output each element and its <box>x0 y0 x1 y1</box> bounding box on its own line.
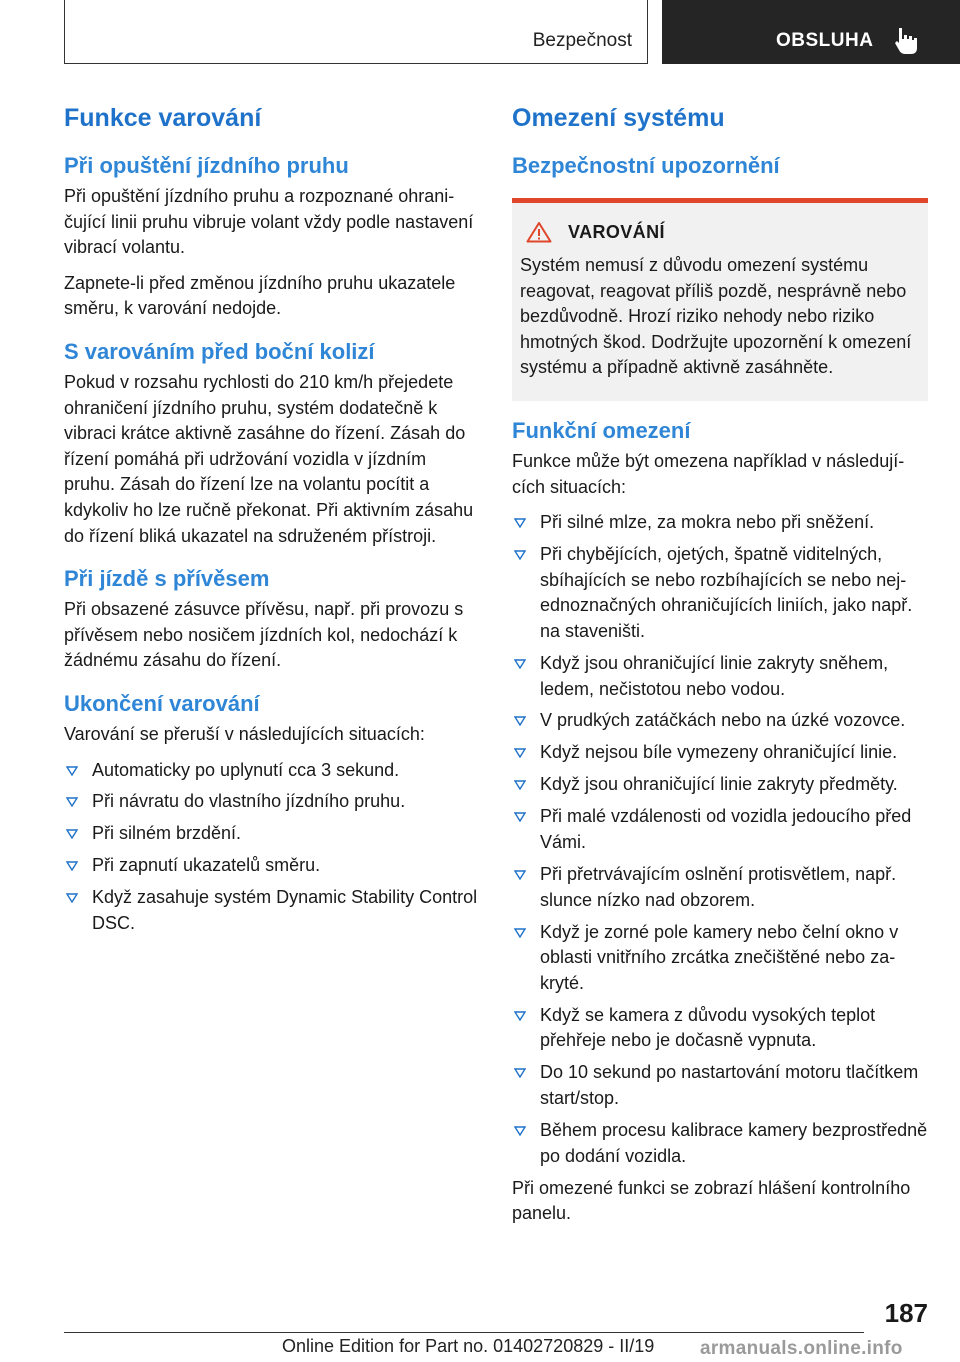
paragraph: Zapnete-li před změnou jízdního pruhu ukazatele směru, k varování nedojde. <box>64 272 456 319</box>
bullet-triangle-icon <box>66 766 78 776</box>
bullet-triangle-icon <box>514 659 526 669</box>
warning-header <box>526 217 920 247</box>
bullet-triangle-icon <box>66 893 78 903</box>
section-title-system-limits: Omezení systému <box>512 104 725 132</box>
list-item <box>64 885 480 936</box>
list-item-text: Při chybějících, ojetých, špatně viditelných, sbíhajících se nebo rozbíhajících se nebo nejednoznačných ohraničujících liniích, jako např. na staveništi. <box>540 544 913 641</box>
list-item <box>512 1003 928 1054</box>
bullet-triangle-icon <box>514 1011 526 1021</box>
bullet-triangle-icon <box>514 928 526 938</box>
list-item <box>512 708 928 734</box>
list-item <box>64 853 480 879</box>
left-column <box>64 100 480 943</box>
list-item-text: Při silném brzdění. <box>92 823 242 844</box>
list-item <box>512 651 928 702</box>
bullet-triangle-icon <box>514 518 526 528</box>
list-item-text: Do 10 sekund po nastartování motoru tlačítkem start/stop. <box>540 1062 919 1108</box>
warning-title: VAROVÁNÍ <box>568 221 665 242</box>
heading-trailer: Při jízdě s přívěsem <box>64 566 270 592</box>
header-section-title: Bezpečnost <box>532 30 632 51</box>
bullet-triangle-icon <box>514 812 526 822</box>
paragraph: Varování se přeruší v následujících situacích: <box>64 723 425 744</box>
paragraph: Pokud v rozsahu rychlosti do 210 km/h přejedete ohraničení jízdního pruhu, systém dodatečně k vibraci krátce aktivně zasáhne do řízení. Zásah do řízení pomáhá při udržování vozidla v jízdním pruhu. Zásah do řízení lze na volantu pocítit a kdykoliv ho lze ručně překonat. Při aktivním zásahu do řízení bliká ukazatel na sdruženém přístroji. <box>64 371 474 546</box>
warning-text: Systém nemusí z důvodu omezení systému reagovat, reagovat příliš pozdě, nesprávně nebo bezdůvodně. Hrozí riziko nehody nebo riziko hmotných škod. Dodržujte upozornění k omezení systému a případně aktivně zasáhněte. <box>520 255 912 378</box>
list-item-text: Automaticky po uplynutí cca 3 sekund. <box>92 759 400 780</box>
list-item <box>512 772 928 798</box>
list-item <box>64 821 480 847</box>
list-item <box>512 920 928 997</box>
list-item-text: Při přetrvávajícím oslnění protisvětlem, např. slunce nízko nad obzorem. <box>540 864 897 910</box>
list-item-text: Když se kamera z důvodu vysokých teplot přehřeje nebo je dočasně vypnuta. <box>540 1004 876 1051</box>
section-title-warning-functions: Funkce varování <box>64 104 262 132</box>
list-item-text: Při zapnutí ukazatelů směru. <box>92 855 321 876</box>
list-item <box>512 1118 928 1169</box>
list-item-text: Když nejsou bíle vymezeny ohraničující linie. <box>540 742 898 763</box>
paragraph: Při opuštění jízdního pruhu a rozpoznané ohraničující linii pruhu vibruje volant vždy podle nastavení vibrací volantu. <box>64 186 474 258</box>
pointing-hand-icon <box>893 26 919 56</box>
warning-triangle-icon <box>526 221 552 243</box>
right-column <box>512 100 928 1237</box>
list-item <box>512 804 928 855</box>
list-item-text: Když je zorné pole kamery nebo čelní okno v oblasti vnitřního zrcátka znečištěné nebo zakryté. <box>540 921 899 993</box>
bullet-triangle-icon <box>514 716 526 726</box>
header-chapter-title: OBSLUHA <box>776 30 874 51</box>
heading-functional-limits: Funkční omezení <box>512 417 691 443</box>
list-item-text: Během procesu kalibrace kamery bezprostředně po dodání vozidla. <box>540 1119 928 1166</box>
list-item-text: Při malé vzdálenosti od vozidla jedoucího před Vámi. <box>540 806 912 853</box>
list-item-text: Když zasahuje systém Dynamic Stability Control DSC. <box>92 887 478 934</box>
list-item-text: V prudkých zatáčkách nebo na úzké vozovce. <box>540 710 906 731</box>
page-number: 187 <box>884 1298 928 1328</box>
list-item <box>512 542 928 644</box>
bullet-triangle-icon <box>66 861 78 871</box>
bullet-list <box>64 758 480 937</box>
bullet-triangle-icon <box>514 780 526 790</box>
heading-safety-notes: Bezpečnostní upozornění <box>512 153 780 178</box>
bullet-triangle-icon <box>514 748 526 758</box>
heading-end-warning: Ukončení varování <box>64 690 260 716</box>
bullet-triangle-icon <box>514 1126 526 1136</box>
list-item-text: Když jsou ohraničující linie zakryty předměty. <box>540 774 898 795</box>
paragraph: Při obsazené zásuvce přívěsu, např. při provozu s přívěsem nebo nosičem jízdních kol, nedochází k žádnému zásahu do řízení. <box>64 599 464 671</box>
list-item <box>64 758 480 784</box>
bullet-triangle-icon <box>514 1068 526 1078</box>
list-item <box>512 862 928 913</box>
list-item <box>64 789 480 815</box>
footer-watermark: armanuals.online.info <box>700 1338 903 1359</box>
list-item <box>512 1060 928 1111</box>
paragraph: Při omezené funkci se zobrazí hlášení kontrolního panelu. <box>512 1177 911 1224</box>
list-item <box>512 740 928 766</box>
list-item-text: Při silné mlze, za mokra nebo při sněžení. <box>540 512 875 533</box>
list-item-text: Když jsou ohraničující linie zakryty sněhem, ledem, nečistotou nebo vodou. <box>540 652 889 699</box>
paragraph: Funkce může být omezena například v následujících situacích: <box>512 450 905 497</box>
heading-lane-departure: Při opuštění jízdního pruhu <box>64 153 349 178</box>
list-item-text: Při návratu do vlastního jízdního pruhu. <box>92 791 406 812</box>
bullet-triangle-icon <box>514 550 526 560</box>
footer-edition: Online Edition for Part no. 01402720829 - II/19 <box>282 1336 655 1356</box>
bullet-triangle-icon <box>66 797 78 807</box>
bullet-triangle-icon <box>514 870 526 880</box>
bullet-triangle-icon <box>66 829 78 839</box>
bullet-list <box>512 510 928 1169</box>
list-item <box>512 510 928 536</box>
heading-side-collision: S varováním před boční kolizí <box>64 338 375 364</box>
warning-box <box>512 198 928 401</box>
footer-divider <box>64 1332 864 1333</box>
